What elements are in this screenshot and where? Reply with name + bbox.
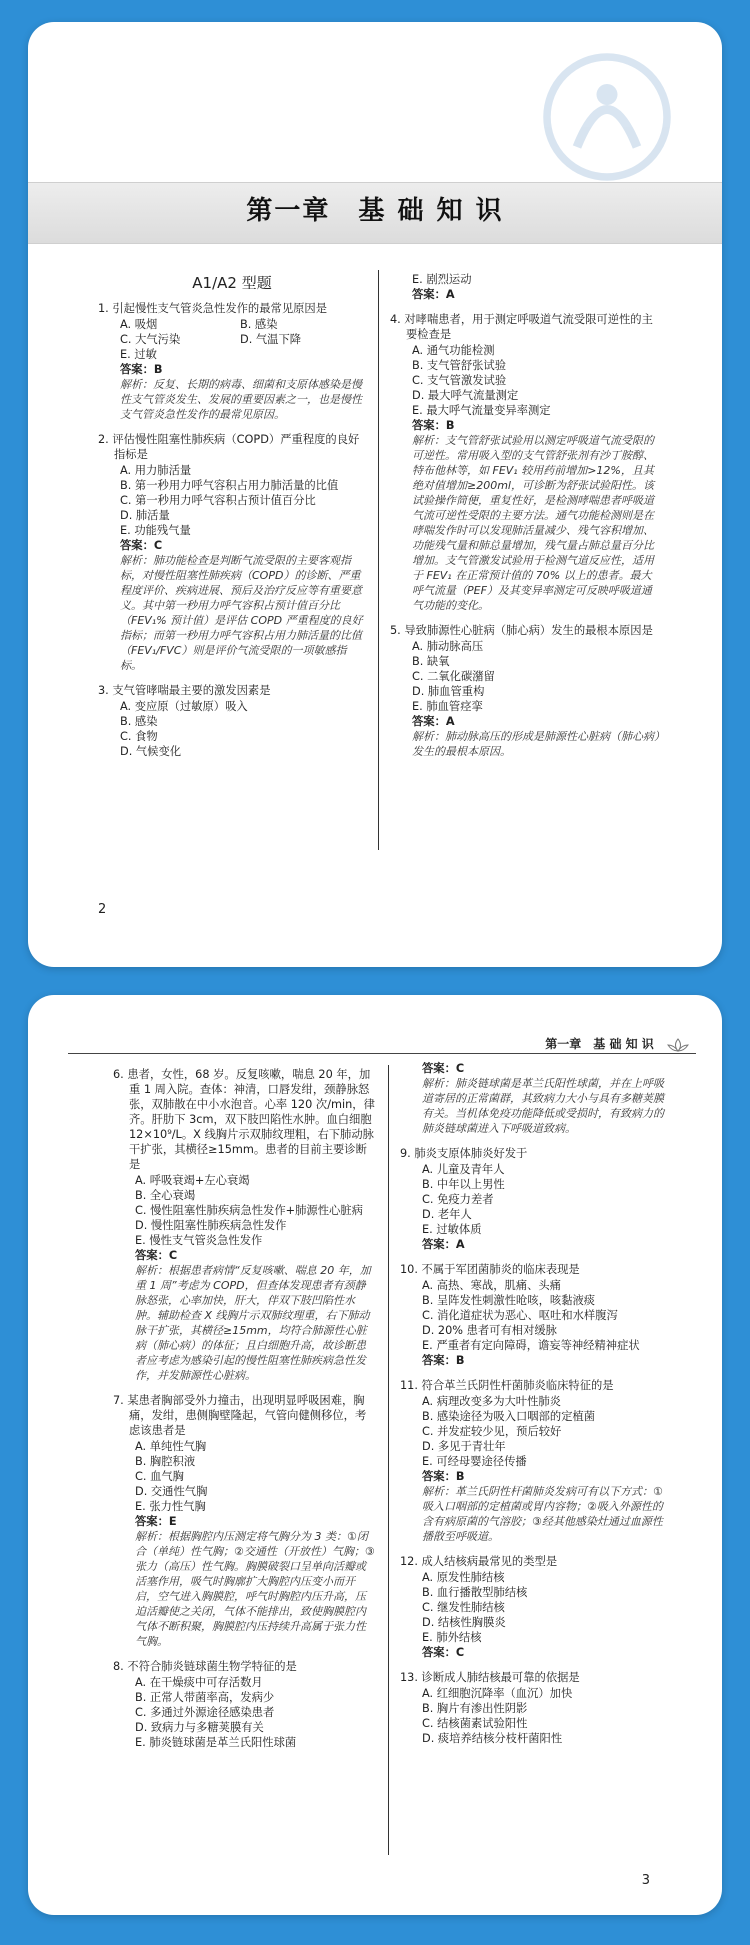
option: E. 肺炎链球菌是革兰氏阳性球菌 bbox=[135, 1736, 297, 1749]
question-stem: 4. 对哮喘患者，用于测定呼吸道气流受限可逆性的主要检查是 bbox=[390, 313, 653, 341]
spacer bbox=[113, 1383, 375, 1393]
option-row bbox=[98, 317, 366, 332]
answer: 答案：A bbox=[412, 288, 455, 301]
spacer bbox=[400, 1544, 670, 1554]
option: A. 变应原（过敏原）吸入 bbox=[120, 700, 248, 713]
option: D. 致病力与多糖荚膜有关 bbox=[135, 1721, 264, 1734]
question-block bbox=[98, 683, 366, 759]
option: D. 交通性气胸 bbox=[135, 1485, 208, 1498]
option: B. 呈阵发性刺激性呛咳，咳黏液痰 bbox=[422, 1294, 596, 1307]
option: A. 在干燥痰中可存活数月 bbox=[135, 1676, 263, 1689]
option: A. 病理改变多为大叶性肺炎 bbox=[422, 1395, 561, 1408]
explanation: 解析：反复、长期的病毒、细菌和支原体感染是慢性支气管炎发生、发展的重要因素之一，也是慢性支气管炎急性发作的最常见原因。 bbox=[120, 378, 362, 421]
page-2 bbox=[28, 22, 722, 967]
answer: 答案：C bbox=[422, 1062, 465, 1075]
column-divider bbox=[378, 270, 379, 850]
option: E. 功能残气量 bbox=[120, 524, 191, 537]
page-3 bbox=[28, 995, 722, 1915]
answer: 答案：C bbox=[120, 539, 163, 552]
question-stem: 1. 引起慢性支气管炎急性发作的最常见原因是 bbox=[98, 302, 328, 315]
option: E. 剧烈运动 bbox=[412, 273, 472, 286]
question-block bbox=[98, 432, 366, 673]
question-block bbox=[113, 1067, 375, 1383]
option: D. 20% 患者可有相对缓脉 bbox=[422, 1324, 557, 1337]
spacer bbox=[98, 422, 366, 432]
option: C. 二氧化碳潴留 bbox=[412, 670, 495, 683]
option: D. 最大呼气流量测定 bbox=[412, 389, 519, 402]
option: A. 红细胞沉降率（血沉）加快 bbox=[422, 1687, 573, 1700]
option: D. 慢性阻塞性肺疾病急性发作 bbox=[135, 1219, 287, 1232]
explanation: 解析：肺动脉高压的形成是肺源性心脏病（肺心病）发生的最根本原因。 bbox=[412, 730, 660, 758]
answer: 答案：B bbox=[120, 363, 163, 376]
option: A. 高热、寒战，肌痛、头痛 bbox=[422, 1279, 561, 1292]
page-number: 3 bbox=[641, 1873, 650, 1888]
spacer bbox=[400, 1252, 670, 1262]
right-column bbox=[390, 272, 660, 759]
spacer bbox=[400, 1136, 670, 1146]
spacer bbox=[113, 1649, 375, 1659]
option: D. 肺血管重构 bbox=[412, 685, 485, 698]
option: C. 结核菌素试验阳性 bbox=[422, 1717, 528, 1730]
option: D. 气温下降 bbox=[240, 333, 302, 346]
option: B. 感染 bbox=[120, 715, 158, 728]
option: B. 支气管舒张试验 bbox=[412, 359, 507, 372]
question-block bbox=[400, 1146, 670, 1252]
answer: 答案：B bbox=[422, 1470, 465, 1483]
option: E. 过敏 bbox=[120, 348, 157, 361]
option: C. 支气管激发试验 bbox=[412, 374, 507, 387]
option: C. 慢性阻塞性肺疾病急性发作+肺源性心脏病 bbox=[135, 1204, 363, 1217]
option: A. 肺动脉高压 bbox=[412, 640, 484, 653]
option: C. 食物 bbox=[120, 730, 158, 743]
spacer bbox=[390, 613, 660, 623]
option: A. 儿童及青年人 bbox=[422, 1163, 505, 1176]
option: B. 全心衰竭 bbox=[135, 1189, 196, 1202]
question-stem: 11. 符合革兰氏阴性杆菌肺炎临床特征的是 bbox=[400, 1379, 614, 1392]
lotus-icon bbox=[664, 1037, 692, 1053]
option: E. 肺血管痉挛 bbox=[412, 700, 483, 713]
option: A. 用力肺活量 bbox=[120, 464, 192, 477]
spacer bbox=[400, 1660, 670, 1670]
left-column bbox=[113, 1067, 375, 1750]
running-header bbox=[545, 1035, 692, 1053]
explanation: 解析：根据患者病情“反复咳嗽、喘息 20 年，加重 1 周”考虑为 COPD，但查体发现患者有颈静脉怒张，心率加快，肝大，伴双下肢凹陷性水肿。辅助检查 X 线胸片示双肺纹理重，右下肺动脉干扩张，其横径≥15mm，均符合肺源性心脏病（肺心病）的体征；且白细胞升高，故诊断患者应考虑为感染引起的慢性阻塞性肺疾病急性发作，并发肺源性心脏病。 bbox=[135, 1264, 371, 1382]
option: D. 多见于青壮年 bbox=[422, 1440, 506, 1453]
option: C. 血气胸 bbox=[135, 1470, 184, 1483]
question-block bbox=[390, 623, 660, 759]
explanation: 解析：支气管舒张试验用以测定呼吸道气流受限的可逆性。常用吸入型的支气管舒张剂有沙丁胺醇、特布他林等，如 FEV₁ 较用药前增加>12%，且其绝对值增加≥200ml，可诊断为舒张试验阳性。该试验操作简便，重复性好，是检测哮喘患者呼吸道气流可逆性受限的主要方法。通气功能检测则是在哮喘发作时可以发现肺活量减少、残气容积增加、功能残气量和肺总量增加，残气量占肺总量百分比增加。支气管激发试验用于检测气道反应性，适用于 FEV₁ 在正常预计值的 70% 以上的患者。最大呼气流量（PEF）及其变异率测定可反映呼吸道通气功能的变化。 bbox=[412, 434, 654, 612]
explanation: 解析：革兰氏阴性杆菌肺炎发病可有以下方式：①吸入口咽部的定植菌或胃内容物；②吸入外源性的含有病原菌的气溶胶；③经其他感染灶通过血源性播散至呼吸道。 bbox=[422, 1485, 663, 1543]
option: A. 单纯性气胸 bbox=[135, 1440, 207, 1453]
question-block bbox=[400, 1670, 670, 1746]
option: C. 多通过外源途径感染患者 bbox=[135, 1706, 275, 1719]
spacer bbox=[390, 302, 660, 312]
question-block bbox=[98, 301, 366, 422]
header-rule bbox=[68, 1053, 696, 1054]
spacer bbox=[98, 673, 366, 683]
spacer bbox=[400, 1368, 670, 1378]
explanation: 解析：根据胸腔内压测定将气胸分为 3 类：①闭合（单纯）性气胸；②交通性（开放性）气胸；③张力（高压）性气胸。胸膜破裂口呈单向活瓣或活塞作用，吸气时胸廓扩大胸腔内压变小而开启，空气进入胸膜腔，呼气时胸腔内压升高，压迫活瓣使之关闭，气体不能排出，致使胸膜腔内气体不断积聚，胸膜腔内压持续升高属于张力性气胸。 bbox=[135, 1530, 375, 1648]
chapter-title: 第一章 基 础 知 识 bbox=[246, 196, 504, 226]
option: A. 吸烟 bbox=[120, 318, 158, 331]
question-stem: 8. 不符合肺炎链球菌生物学特征的是 bbox=[113, 1660, 297, 1673]
question-block bbox=[400, 1554, 670, 1660]
option: C. 消化道症状为恶心、呕吐和水样腹泻 bbox=[422, 1309, 618, 1322]
option: D. 结核性胸膜炎 bbox=[422, 1616, 506, 1629]
question-stem: 3. 支气管哮喘最主要的激发因素是 bbox=[98, 684, 271, 697]
option: E. 肺外结核 bbox=[422, 1631, 482, 1644]
question-stem: 10. 不属于军团菌肺炎的临床表现是 bbox=[400, 1263, 580, 1276]
option: B. 缺氧 bbox=[412, 655, 450, 668]
explanation: 解析：肺功能检查是判断气流受限的主要客观指标，对慢性阻塞性肺疾病（COPD）的诊断、严重程度评价、疾病进展、预后及治疗反应等有重要意义。其中第一秒用力呼气容积占预计值百分比（FEV₁% 预计值）是评估 COPD 严重程度的良好指标；而第一秒用力呼气容积占用力肺活量的比值（FEV₁/FVC）则是评价气流受限的一项敏感指标。 bbox=[120, 554, 363, 672]
option: B. 胸腔积液 bbox=[135, 1455, 196, 1468]
answer: 答案：A bbox=[412, 715, 455, 728]
option: B. 胸片有渗出性阴影 bbox=[422, 1702, 528, 1715]
option: E. 最大呼气流量变异率测定 bbox=[412, 404, 551, 417]
option-row bbox=[98, 332, 366, 347]
option: E. 严重者有定向障碍，谵妄等神经精神症状 bbox=[422, 1339, 640, 1352]
option: E. 慢性支气管炎急性发作 bbox=[135, 1234, 263, 1247]
right-column bbox=[400, 1061, 670, 1746]
question-stem: 7. 某患者胸部受外力撞击，出现明显呼吸困难，胸痛，发绀，患侧胸壁隆起，气管向健侧移位，考虑该患者是 bbox=[113, 1394, 367, 1437]
question-stem: 2. 评估慢性阻塞性肺疾病（COPD）严重程度的良好指标是 bbox=[98, 433, 360, 461]
question-stem: 13. 诊断成人肺结核最可靠的依据是 bbox=[400, 1671, 580, 1684]
page-number: 2 bbox=[98, 902, 107, 917]
question-stem: 5. 导致肺源性心脏病（肺心病）发生的最根本原因是 bbox=[390, 624, 653, 637]
option: B. 感染途径为吸入口咽部的定植菌 bbox=[422, 1410, 596, 1423]
left-column bbox=[98, 274, 366, 759]
option: D. 气候变化 bbox=[120, 745, 182, 758]
option: A. 原发性肺结核 bbox=[422, 1571, 505, 1584]
question-stem: 6. 患者，女性，68 岁。反复咳嗽，喘息 20 年，加重 1 周入院。查体：神清，口唇发绀，颈静脉怒张，双肺散在中小水泡音。心率 120 次/min，律齐。肝肋下 3cm，双下肢凹陷性水肿。血白细胞 12×10⁹/L。X 线胸片示双肺纹理粗，右下肺动脉干扩张，其横径≥15mm。患者的目前主要诊断是 bbox=[113, 1068, 375, 1171]
option: E. 张力性气胸 bbox=[135, 1500, 206, 1513]
question-block bbox=[113, 1659, 375, 1750]
option: B. 第一秒用力呼气容积占用力肺活量的比值 bbox=[120, 479, 339, 492]
question-stem: 9. 肺炎支原体肺炎好发于 bbox=[400, 1147, 528, 1160]
option: C. 继发性肺结核 bbox=[422, 1601, 505, 1614]
option: C. 第一秒用力呼气容积占预计值百分比 bbox=[120, 494, 316, 507]
option: D. 肺活量 bbox=[120, 509, 170, 522]
option: C. 大气污染 bbox=[120, 333, 181, 346]
option: D. 痰培养结核分枝杆菌阳性 bbox=[422, 1732, 563, 1745]
answer: 答案：B bbox=[422, 1354, 465, 1367]
option: B. 感染 bbox=[240, 318, 278, 331]
option: A. 通气功能检测 bbox=[412, 344, 495, 357]
option: C. 免疫力差者 bbox=[422, 1193, 494, 1206]
question-block bbox=[390, 272, 660, 302]
answer: 答案：C bbox=[135, 1249, 178, 1262]
option: A. 呼吸衰竭+左心衰竭 bbox=[135, 1174, 250, 1187]
option: D. 老年人 bbox=[422, 1208, 472, 1221]
option: C. 并发症较少见，预后较好 bbox=[422, 1425, 562, 1438]
option: E. 可经母婴途径传播 bbox=[422, 1455, 527, 1468]
option: B. 正常人带菌率高，发病少 bbox=[135, 1691, 275, 1704]
question-stem: 12. 成人结核病最常见的类型是 bbox=[400, 1555, 558, 1568]
question-block bbox=[113, 1393, 375, 1649]
question-block bbox=[400, 1262, 670, 1368]
option: B. 中年以上男性 bbox=[422, 1178, 505, 1191]
answer: 答案：A bbox=[422, 1238, 465, 1251]
option: E. 过敏体质 bbox=[422, 1223, 482, 1236]
running-header-text: 第一章 基 础 知 识 bbox=[545, 1037, 654, 1051]
question-block bbox=[400, 1061, 670, 1136]
decorative-logo-icon bbox=[532, 42, 682, 192]
option: B. 血行播散型肺结核 bbox=[422, 1586, 528, 1599]
question-block bbox=[400, 1378, 670, 1544]
answer: 答案：B bbox=[412, 419, 455, 432]
section-title: A1/A2 型题 bbox=[192, 274, 272, 292]
question-block bbox=[390, 312, 660, 613]
answer: 答案：E bbox=[135, 1515, 177, 1528]
explanation: 解析：肺炎链球菌是革兰氏阳性球菌，并在上呼吸道寄居的正常菌群，其致病力大小与具有多糖荚膜有关。当机体免疫功能降低或受损时，有致病力的肺炎链球菌进入下呼吸道致病。 bbox=[422, 1077, 664, 1135]
answer: 答案：C bbox=[422, 1646, 465, 1659]
column-divider bbox=[388, 1065, 389, 1855]
